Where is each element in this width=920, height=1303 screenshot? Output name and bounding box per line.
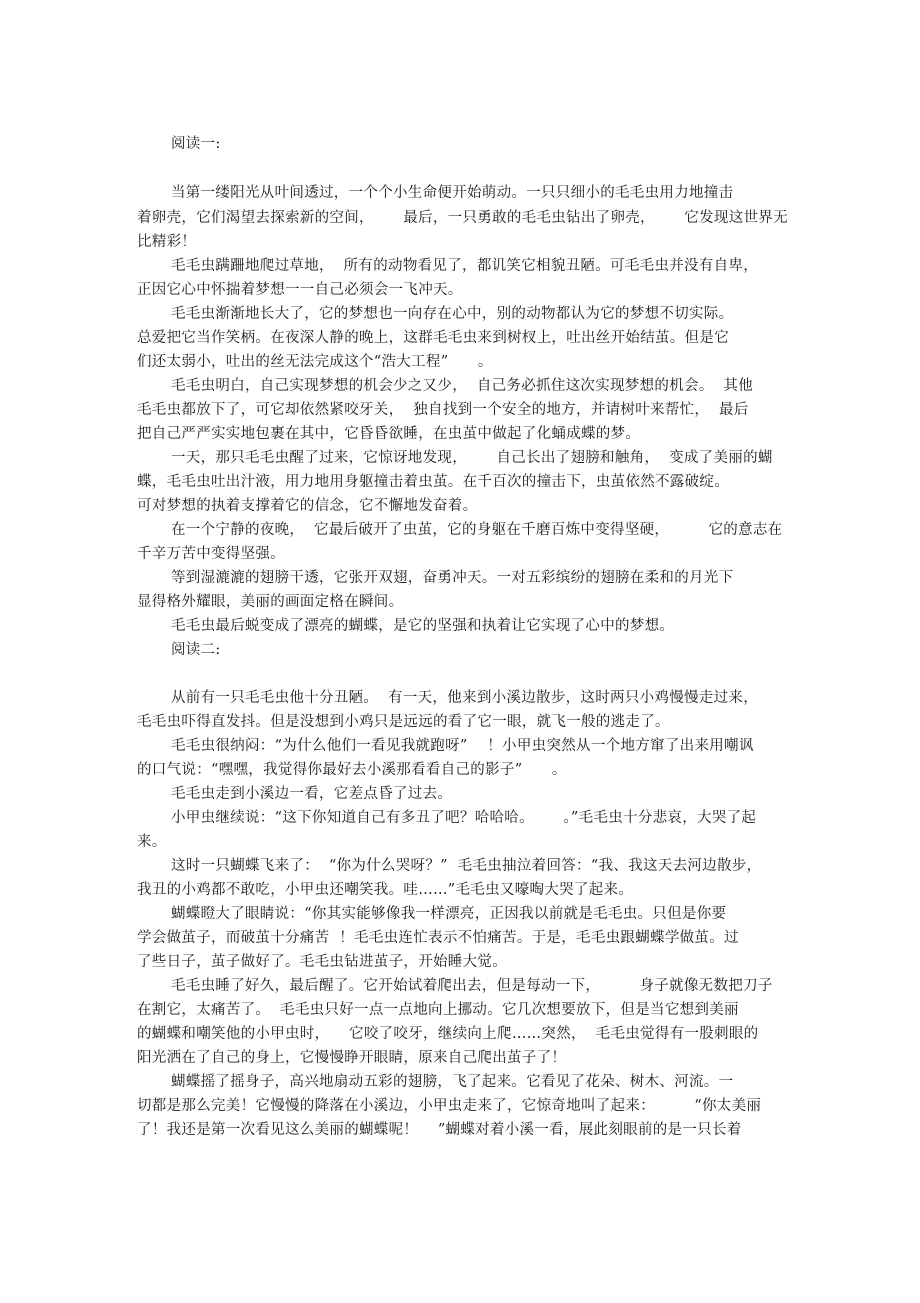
paragraph-line: 正因它心中怀揣着梦想一一自己必须会一飞冲天。 — [137, 282, 463, 298]
paragraph-line: 毛毛虫最后蜕变成了漂亮的蝴蝶，是它的坚强和执着让它实现了心中的梦想。 — [171, 618, 675, 634]
section-heading-reading-two: 阅读二: — [171, 642, 221, 658]
paragraph-line: 阳光洒在了自己的身上，它慢慢睁开眼睛，原来自己爬出茧子了！ — [137, 1050, 567, 1066]
paragraph-line: 千辛万苦中变得坚强。 — [137, 546, 285, 562]
paragraph-line: 毛毛虫很纳闷：“为什么他们一看见我就跑呀” ！小甲虫突然从一个地方窜了出来用嘲讽 — [171, 738, 754, 754]
paragraph-line: 了！我还是第一次看见这么美丽的蝴蝶呢！ ”蝴蝶对着小溪一看，展此刻眼前的是一只长着 — [137, 1122, 742, 1138]
paragraph-line: 毛毛虫睡了好久，最后醒了。它开始试着爬出去，但是每动一下， 身子就像无数把刀子 — [171, 978, 773, 994]
paragraph-line: 毛毛虫吓得直发抖。但是没想到小鸡只是远远的看了它一眼，就飞一般的逃走了。 — [137, 714, 670, 730]
paragraph-line: 我丑的小鸡都不敢吃，小甲虫还嘲笑我。哇……”毛毛虫又嚎啕大哭了起来。 — [137, 882, 634, 898]
paragraph-line: 蝶，毛毛虫吐出汁液，用力地用身躯撞击着虫茧。在千百次的撞击下，虫茧依然不露破绽。 — [137, 474, 729, 490]
paragraph-line: 切都是那么完美！它慢慢的降落在小溪边，小甲虫走来了，它惊奇地叫了起来： “你太美丽 — [137, 1098, 762, 1114]
paragraph-line: 毛毛虫都放下了，可它却依然紧咬牙关， 独自找到一个安全的地方，并请树叶来帮忙， 最后 — [137, 402, 749, 418]
paragraph-line: 等到湿漉漉的翅膀干透，它张开双翅，奋勇冲天。一对五彩缤纷的翅膀在柔和的月光下 — [171, 570, 734, 586]
paragraph-line: 了些日子，茧子做好了。毛毛虫钻进茧子，开始睡大觉。 — [137, 954, 507, 970]
paragraph-line: 毛毛虫走到小溪边一看，它差点昏了过去。 — [171, 786, 453, 802]
paragraph-line: 毛毛虫渐渐地长大了，它的梦想也一向存在心中，别的动物都认为它的梦想不切实际。 — [171, 306, 734, 322]
paragraph-line: 一天，那只毛毛虫醒了过来，它惊讶地发现， 自己长出了翅膀和触角， 变成了美丽的蝴 — [171, 450, 773, 466]
paragraph-line: 的口气说：“嘿嘿，我觉得你最好去小溪那看看自己的影子” 。 — [137, 762, 567, 778]
paragraph-line: 在割它，太痛苦了。 毛毛虫只好一点一点地向上挪动。它几次想要放下，但是当它想到美丽 — [137, 1002, 739, 1018]
paragraph-line: 把自己严严实实地包裹在其中，它昏昏欲睡，在虫茧中做起了化蛹成蝶的梦。 — [137, 426, 641, 442]
paragraph-line: 从前有一只毛毛虫他十分丑陋。 有一天，他来到小溪边散步，这时两只小鸡慢慢走过来， — [171, 690, 759, 706]
paragraph-line: 的蝴蝶和嘲笑他的小甲虫时， 它咬了咬牙，继续向上爬……突然， 毛毛虫觉得有一股刺眼的 — [137, 1026, 759, 1042]
paragraph-line: 毛毛虫明白，自己实现梦想的机会少之又少， 自己务必抓住这次实现梦想的机会。 其他 — [171, 378, 754, 394]
paragraph-line: 总爱把它当作笑柄。在夜深人静的晚上，这群毛毛虫来到树杈上，吐出丝开始结茧。但是它 — [137, 330, 729, 346]
section-heading-reading-one: 阅读一: — [171, 136, 221, 152]
paragraph-line: 着卵壳，它们渴望去探索新的空间， 最后，一只勇敢的毛毛虫钻出了卵壳， 它发现这世界无 — [137, 210, 788, 226]
paragraph-line: 可对梦想的执着支撑着它的信念，它不懈地发奋着。 — [137, 498, 478, 514]
paragraph-line: 这时一只蝴蝶飞来了： “你为什么哭呀？” 毛毛虫抽泣着回答：“我、我这天去河边散步， — [171, 858, 762, 874]
paragraph-line: 小甲虫继续说：“这下你知道自己有多丑了吧？哈哈哈。 。”毛毛虫十分悲哀，大哭了起 — [171, 810, 757, 826]
paragraph-line: 蝴蝶瞪大了眼睛说：“你其实能够像我一样漂亮，正因我以前就是毛毛虫。只但是你要 — [171, 906, 727, 922]
paragraph-line: 来。 — [137, 834, 167, 850]
paragraph-line: 比精彩！ — [137, 234, 197, 250]
paragraph-line: 显得格外耀眼，美丽的画面定格在瞬间。 — [137, 594, 404, 610]
paragraph-line: 在一个宁静的夜晚， 它最后破开了虫茧，它的身躯在千磨百炼中变得坚硬， 它的意志在 — [171, 522, 783, 538]
paragraph-line: 们还太弱小，吐出的丝无法完成这个“浩大工程” 。 — [137, 354, 493, 370]
paragraph-line: 毛毛虫蹒跚地爬过草地， 所有的动物看见了，都讥笑它相貌丑陋。可毛毛虫并没有自卑， — [171, 258, 759, 274]
paragraph-line: 学会做茧子，而破茧十分痛苦 ！毛毛虫连忙表示不怕痛苦。于是，毛毛虫跟蝴蝶学做茧。过 — [137, 930, 739, 946]
paragraph-line: 蝴蝶摇了摇身子，高兴地扇动五彩的翅膀，飞了起来。它看见了花朵、树木、河流。一 — [171, 1074, 734, 1090]
paragraph-line: 当第一缕阳光从叶间透过，一个个小生命便开始萌动。一只只细小的毛毛虫用力地撞击 — [171, 185, 734, 201]
